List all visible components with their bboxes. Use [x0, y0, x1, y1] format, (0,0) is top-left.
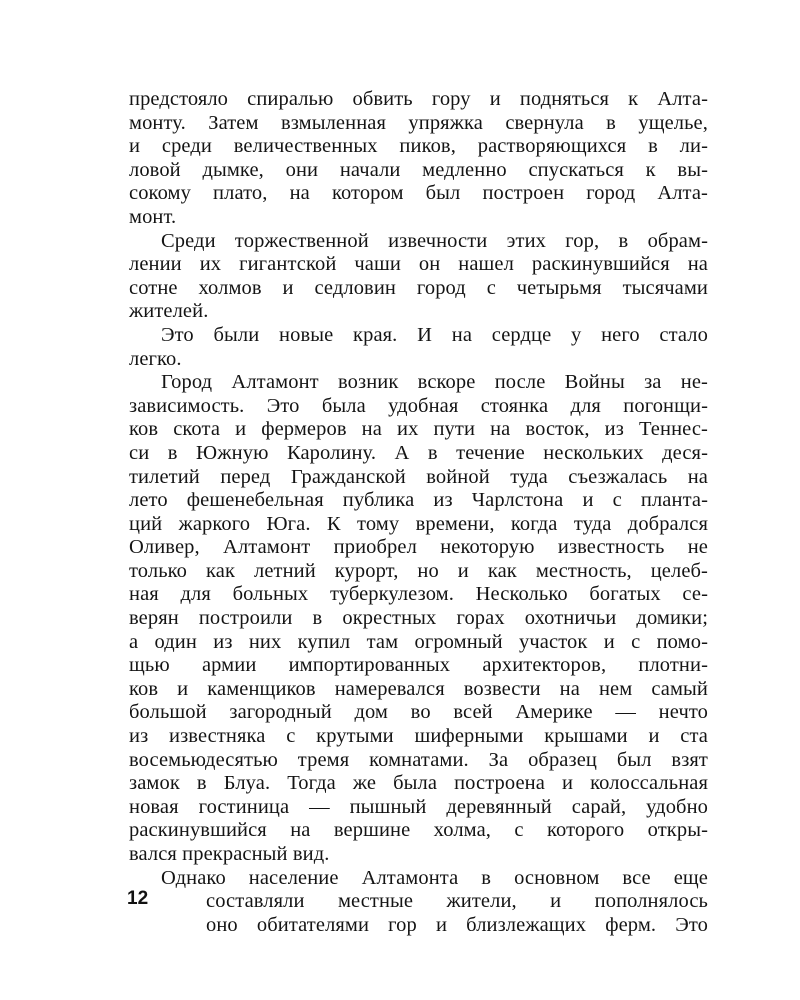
text-line: Однако население Алтамонта в основном все еще	[161, 866, 708, 889]
text-line: легко.	[129, 347, 182, 370]
text-line: предстояло спиралью обвить гору и подняться к Алта-	[129, 88, 708, 110]
text-line: лето фешенебельная публика из Чарлстона и с планта-	[129, 489, 708, 512]
text-line: Оливер, Алтамонт приобрел некоторую известность не	[129, 536, 708, 559]
text-line: жителей.	[129, 300, 209, 323]
text-line: ловой дымке, они начали медленно спускаться к вы-	[129, 158, 708, 181]
text-line: Среди торжественной извечности этих гор, в обрам-	[161, 229, 708, 252]
text-line: из известняка с крутыми шиферными крышами и ста	[129, 725, 708, 748]
text-line: ций жаркого Юга. К тому времени, когда туда добрался	[129, 512, 708, 535]
text-line: сотне холмов и седловин город с четырьмя тысячами	[129, 276, 708, 299]
text-line: ков скота и фермеров на их пути на восток, из Теннес-	[129, 418, 708, 441]
text-line: зависимость. Это была удобная стоянка для погонщи-	[129, 394, 708, 417]
text-line: и среди величественных пиков, растворяющихся в ли-	[129, 135, 708, 158]
text-line: си в Южную Каролину. А в течение нескольких деся-	[129, 441, 708, 464]
text-line: Это были новые края. И на сердце у него стало	[161, 323, 708, 346]
body-text	[129, 88, 708, 937]
text-line: монту. Затем взмыленная упряжка свернула в ущелье,	[129, 111, 708, 134]
text-line: новая гостиница — пышный деревянный сарай, удобно	[129, 795, 708, 818]
text-line: тилетий перед Гражданской войной туда съезжалась на	[129, 465, 708, 488]
text-line: верян построили в окрестных горах охотничьи домики;	[129, 607, 708, 630]
text-line: составляли местные жители, и пополнялось	[206, 890, 708, 913]
text-line: а один из них купил там огромный участок и с помо-	[129, 630, 708, 653]
text-line: Город Алтамонт возник вскоре после Войны за не-	[161, 371, 708, 394]
text-line: раскинувшийся на вершине холма, с которого откры-	[129, 819, 708, 842]
text-line: замок в Блуа. Тогда же была построена и колоссальная	[129, 772, 708, 795]
text-line: восемьюдесятью тремя комнатами. За образец был взят	[129, 748, 708, 771]
text-line: ков и каменщиков намеревался возвести на нем самый	[129, 677, 708, 700]
text-line: большой загородный дом во всей Америке — нечто	[129, 701, 708, 724]
text-line: монт.	[129, 205, 177, 228]
text-line: оно обитателями гор и близлежащих ферм. Это	[206, 913, 708, 936]
text-line: щью армии импортированных архитекторов, плотни-	[129, 654, 708, 677]
text-line: сокому плато, на котором был построен город Алта-	[129, 182, 708, 205]
page-number: 12	[127, 888, 149, 909]
text-line: лении их гигантской чаши он нашел раскинувшийся на	[129, 253, 708, 276]
text-line: вался прекрасный вид.	[129, 843, 330, 865]
text-line: ная для больных туберкулезом. Несколько богатых се-	[129, 583, 708, 606]
text-line: только как летний курорт, но и как местность, целеб-	[129, 559, 708, 582]
